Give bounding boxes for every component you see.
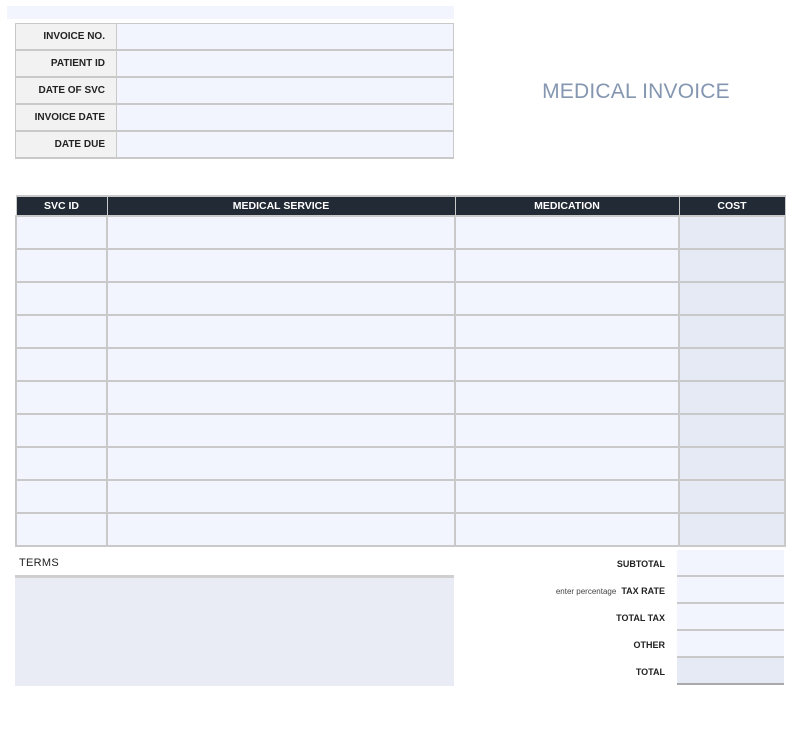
total-tax-label: TOTAL TAX	[616, 613, 665, 623]
tax-rate-note: enter percentage	[555, 587, 617, 596]
medical-service-cell[interactable]	[107, 249, 455, 282]
table-row	[16, 216, 785, 249]
medication-cell[interactable]	[455, 447, 679, 480]
date-of-svc-field[interactable]	[117, 77, 454, 104]
cost-cell[interactable]	[679, 513, 785, 546]
cost-column-header: COST	[679, 196, 785, 216]
table-row	[16, 414, 785, 447]
date-due-field[interactable]	[117, 131, 454, 158]
tax-rate-label: TAX RATE	[621, 586, 665, 596]
table-row	[16, 480, 785, 513]
table-row	[16, 282, 785, 315]
cost-cell[interactable]	[679, 480, 785, 513]
terms-field[interactable]	[15, 575, 454, 686]
tax-rate-row	[470, 577, 784, 604]
cost-cell[interactable]	[679, 249, 785, 282]
other-field[interactable]	[677, 631, 784, 658]
cost-cell[interactable]	[679, 381, 785, 414]
patient-id-field[interactable]	[117, 50, 454, 77]
date-due-row	[16, 131, 454, 158]
top-accent-bar	[7, 6, 454, 19]
other-row	[470, 631, 784, 658]
medical-service-cell[interactable]	[107, 216, 455, 249]
invoice-date-field[interactable]	[117, 104, 454, 131]
medical-service-column-header: MEDICAL SERVICE	[107, 196, 455, 216]
invoice-details-table	[15, 23, 454, 159]
services-header-row	[16, 196, 785, 216]
medication-cell[interactable]	[455, 249, 679, 282]
medication-cell[interactable]	[455, 414, 679, 447]
total-row	[470, 658, 784, 685]
medical-service-cell[interactable]	[107, 480, 455, 513]
cost-cell[interactable]	[679, 315, 785, 348]
total-label: TOTAL	[635, 667, 665, 677]
medical-service-cell[interactable]	[107, 513, 455, 546]
invoice-date-label: INVOICE DATE	[16, 104, 117, 131]
medication-column-header: MEDICATION	[455, 196, 679, 216]
svc-id-cell[interactable]	[16, 249, 107, 282]
invoice-no-field[interactable]	[117, 24, 454, 51]
date-of-svc-row	[16, 77, 454, 104]
table-row	[16, 447, 785, 480]
svc-id-cell[interactable]	[16, 348, 107, 381]
subtotal-label: SUBTOTAL	[616, 559, 665, 569]
medical-service-cell[interactable]	[107, 348, 455, 381]
table-row	[16, 513, 785, 546]
medication-cell[interactable]	[455, 216, 679, 249]
medication-cell[interactable]	[455, 513, 679, 546]
document-title: MEDICAL INVOICE	[542, 80, 730, 103]
table-row	[16, 381, 785, 414]
cost-cell[interactable]	[679, 348, 785, 381]
svc-id-cell[interactable]	[16, 381, 107, 414]
medication-cell[interactable]	[455, 348, 679, 381]
cost-cell[interactable]	[679, 414, 785, 447]
other-label: OTHER	[633, 640, 665, 650]
cost-cell[interactable]	[679, 447, 785, 480]
medical-service-cell[interactable]	[107, 414, 455, 447]
medication-cell[interactable]	[455, 480, 679, 513]
invoice-no-row	[16, 24, 454, 51]
medication-cell[interactable]	[455, 282, 679, 315]
patient-id-label: PATIENT ID	[16, 50, 117, 77]
medical-service-cell[interactable]	[107, 315, 455, 348]
table-row	[16, 315, 785, 348]
total-field[interactable]	[677, 658, 784, 685]
totals-section	[470, 550, 784, 685]
svc-id-cell[interactable]	[16, 216, 107, 249]
cost-cell[interactable]	[679, 282, 785, 315]
medication-cell[interactable]	[455, 381, 679, 414]
table-row	[16, 348, 785, 381]
tax-rate-field[interactable]	[677, 577, 784, 604]
svc-id-column-header: SVC ID	[16, 196, 107, 216]
medical-service-cell[interactable]	[107, 381, 455, 414]
date-due-label: DATE DUE	[16, 131, 117, 158]
svc-id-cell[interactable]	[16, 282, 107, 315]
services-table	[15, 195, 786, 547]
cost-cell[interactable]	[679, 216, 785, 249]
medication-cell[interactable]	[455, 315, 679, 348]
svc-id-cell[interactable]	[16, 480, 107, 513]
subtotal-field[interactable]	[677, 550, 784, 577]
invoice-date-row	[16, 104, 454, 131]
medical-service-cell[interactable]	[107, 447, 455, 480]
terms-label: TERMS	[19, 557, 59, 569]
total-tax-field[interactable]	[677, 604, 784, 631]
svc-id-cell[interactable]	[16, 315, 107, 348]
subtotal-row	[470, 550, 784, 577]
svc-id-cell[interactable]	[16, 513, 107, 546]
invoice-no-label: INVOICE NO.	[16, 24, 117, 51]
date-of-svc-label: DATE OF SVC	[16, 77, 117, 104]
table-row	[16, 249, 785, 282]
medical-service-cell[interactable]	[107, 282, 455, 315]
total-tax-row	[470, 604, 784, 631]
svc-id-cell[interactable]	[16, 414, 107, 447]
tax-rate-label-group	[556, 586, 665, 596]
svc-id-cell[interactable]	[16, 447, 107, 480]
patient-id-row	[16, 50, 454, 77]
